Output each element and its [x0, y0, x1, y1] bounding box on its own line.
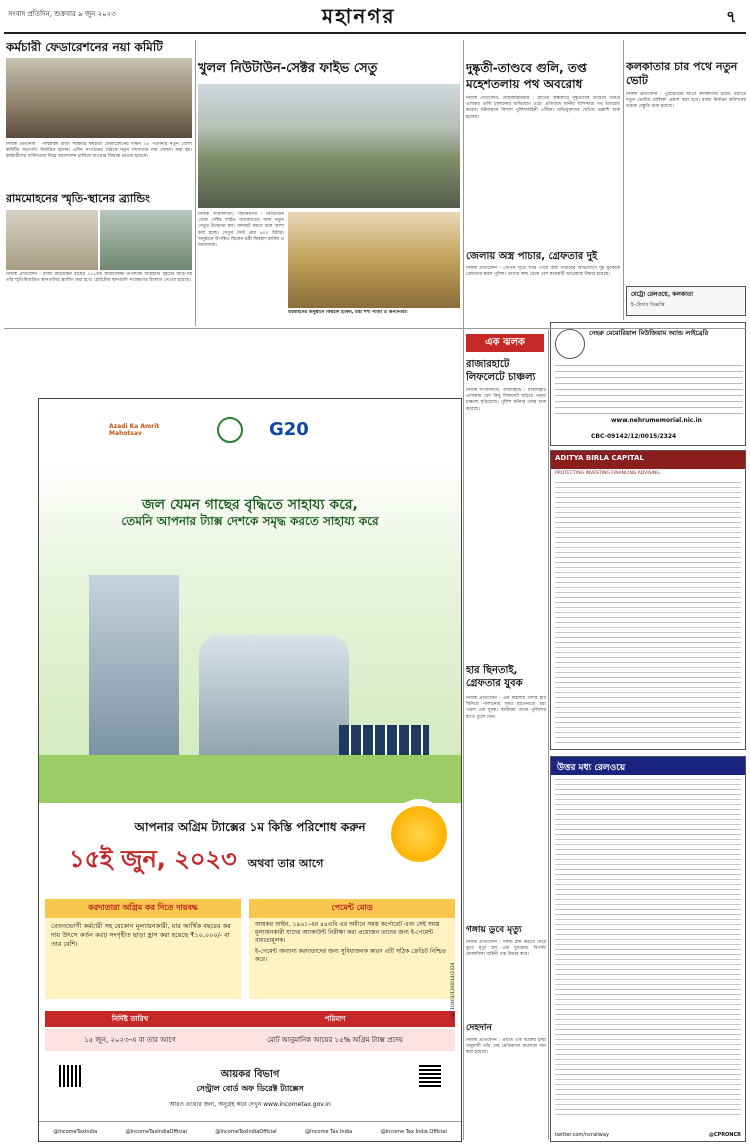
tax-web[interactable]: আরও তথ্যের জন্য, অনুগ্রহ করে দেখুন www.incometax.gov.in [169, 1101, 331, 1108]
tax-board: সেন্ট্রাল বোর্ড অফ ডিরেক্ট ট্যাক্সেস [196, 1084, 304, 1093]
railway-footer-left[interactable]: twitter.com/ncrailway [555, 1132, 609, 1138]
social-instagram[interactable]: @IncomeTaxIndiaOfficial [215, 1128, 277, 1135]
metro-ad [626, 286, 746, 316]
nehru-ad-url[interactable]: www.nehrumemorial.nic.in [611, 417, 702, 424]
azadi-logo: Azadi Ka Amrit Mahotsav [109, 423, 160, 437]
tax-code: cbc 10401/13/0014/2324 [451, 962, 456, 1019]
nehru-ad-title: নেহরু মেমোরিয়াল মিউজিয়াম অ্যান্ড লাইব্রেরি [589, 329, 709, 337]
violence-body: নিজস্ব প্রতিবেদন, ডায়মন্ডহারবার : রাতের অন্ধকারে দুষ্কৃতীদের তাণ্ডবে উত্তপ্ত এলাকা। গুলি চালানোর অভিযোগ ওঠে। প্রতিবাদে স্থানীয় বাসিন্দারা পথ অবরোধ করেন। ঘটনাস্থলে বিশাল পুলিশবাহিনী পৌঁছয়। অভিযুক্তদের খোঁজে তল্লাশি শুরু হয়েছে। [466, 96, 620, 120]
birla-tagline: PROTECTING INVESTING FINANCING ADVISING [555, 471, 660, 476]
violence-headline: দুষ্কৃতী-তাণ্ডবে গুলি, তপ্ত মহেশতলায় পথ অবরোধ [466, 61, 587, 91]
birla-ad [550, 450, 746, 750]
bridge-inauguration-photo [288, 212, 460, 308]
rammohan-headline: রামমোহনের স্মৃতি-স্থানের ব্র্যান্ডিং [6, 192, 150, 205]
tax-table-h2: পরিমাণ [215, 1011, 455, 1027]
bridge-photo [198, 84, 460, 208]
nehru-logo-icon [555, 329, 585, 359]
mode-head: পেমেন্ট মোড [249, 899, 455, 918]
metro-ad-subtitle: ই-টেন্ডার বিজ্ঞপ্তি [631, 302, 665, 308]
column-rule [623, 40, 624, 320]
dehdaan-body: নিজস্ব প্রতিবেদন : প্রয়াত এক ব্যক্তির ইচ্ছা অনুযায়ী তাঁর দেহ মেডিক্যাল কলেজে দান করা হয়েছে। [466, 1038, 546, 1056]
tax-table-c2: মোট আনুমানিক আয়ের ১৫% অগ্রিম ট্যাক্স প্রদেয় [215, 1029, 455, 1051]
arms-body: নিজস্ব প্রতিবেদন : গোপন সূত্রে খবর পেয়ে অস্ত্র পাচারের অভিযোগে দুই যুবককে গ্রেফতার করল পুলিশ। তাদের কাছ থেকে বেশ কয়েকটি আগ্নেয়াস্ত্র উদ্ধার হয়েছে। [466, 266, 620, 278]
rammohan-body: নিজস্ব প্রতিবেদন : রাজা রামমোহন রায়ের ২৫১তম জন্মবার্ষিকী উপলক্ষে আমহার্স্ট স্ট্রিটের বাড়ি-সহ তাঁর স্মৃতিবিজড়িত স্থানগুলির ব্র্যান্ডিং করা হবে। হেরিটেজ স্থানগুলি সংরক্ষণের উদ্যোগ নেওয়া হয়েছে। [6, 272, 192, 284]
building-illustration [89, 575, 179, 755]
rammohan-photo-1 [6, 210, 98, 270]
committee-headline: কর্মচারী ফেডারেশনের নয়া কমিটি [6, 40, 163, 54]
tax-ad-date-big: ১৫ই জুন, ২০২৩ [69, 845, 237, 873]
vote-headline: কলকাতার চার পথে নতুন ভোট [626, 60, 738, 87]
row-rule [4, 328, 746, 329]
qr-code-icon-2 [419, 1065, 441, 1087]
railway-notice-body [555, 779, 741, 1119]
dehdaan-headline: দেহদান [466, 1023, 492, 1033]
rajarhat-body: নিজস্ব সংবাদদাতা, রাজারহাট : রাজারহাট এলাকায় বেশ কিছু লিফলেট ছড়িয়ে পড়ায় চাঞ্চল্য ছড়িয়েছে। পুলিশ ঘটনার তদন্ত শুরু করেছে। [466, 388, 546, 412]
mode-body-1: আয়কর আইন, ১৯৬১-এর ৪৪এবি এর অধীনে সমস্ত কর্পোরেট এবং সেই সমস্ত মূল্যায়নকারী যাদের অ্যাকাউন্ট নিরীক্ষা করা প্রয়োজন তাদের জন্য ই-পেমেন্ট বাধ্যতামূলক। [255, 921, 440, 944]
who-head: করদাতারা অগ্রিম কর দিতে দায়বদ্ধ [45, 899, 241, 918]
who-box [45, 899, 241, 999]
rajarhat-headline: রাজারহাটে লিফলেটে চাঞ্চল্য [466, 359, 536, 383]
who-body: বেতনভোগী কর্মচারী সহ যেকোন মূল্যায়নকারী, যার আর্থিক বছরের কর দায় উৎসে কর্তন করা/ সংগৃহীত ছাড়া হ্রাস করা হয়েছে ₹১০,০০০/- বা তার বেশি। [51, 922, 231, 948]
bridge-caption: উদ্বোধনের অনুষ্ঠানে ফিরহাদ হাকিম, মন্ত্রী শশী পাঁজা ও অন্যান্যরা। [288, 310, 408, 315]
social-linkedin[interactable]: @Income Tax India Official [380, 1128, 447, 1135]
column-rule [195, 40, 196, 326]
railway-footer-right[interactable]: @CPRONCR [708, 1132, 741, 1138]
income-tax-ad [38, 398, 462, 1142]
masthead-rule [4, 32, 746, 34]
qr-code-icon [59, 1065, 81, 1087]
column-rule [548, 330, 549, 1140]
emblem-icon [217, 417, 243, 443]
ground-strip [39, 755, 461, 803]
drown-body: নিজস্ব প্রতিবেদন : গঙ্গায় স্নান করতে নেমে ডুবে মৃত্যু হল এক যুবকের। বিপর্যয় মোকাবিলা বাহিনী দেহ উদ্ধার করে। [466, 940, 546, 958]
tax-table-c1: ১৫ জুন, ২০২৩-এ বা তার আগে [45, 1029, 215, 1051]
masthead [0, 0, 750, 38]
tax-ad-pay-line: আপনার অগ্রিম ট্যাক্সের ১ম কিস্তি পরিশোধ করুন [134, 820, 366, 834]
vote-body: নিজস্ব প্রতিবেদন : পুরভোটের আগে কলকাতার চারটি ওয়ার্ডে নতুন ভোটার তালিকা প্রকাশ করা হবে। রাজ্য নির্বাচন কমিশনের তরফে প্রস্তুতি শুরু হয়েছে। [626, 92, 746, 110]
snatch-body: নিজস্ব প্রতিবেদন : এক মহিলার গলার হার ছিনিয়ে পালানোর সময় হাতেনাতে ধরা পড়ল এক যুবক। স্থানীয়রা তাকে পুলিশের হাতে তুলে দেন। [466, 696, 546, 720]
page-number: ৭ [726, 7, 737, 26]
birla-brand: ADITYA BIRLA CAPITAL [551, 451, 745, 469]
tax-table-h1: নির্দিষ্ট তারিখ [45, 1011, 215, 1027]
mode-body-2: ই-পেমেন্ট অন্যান্য করদাতাদের জন্য সুবিধাজনক কারণ এটি সঠিক ক্রেডিট নিশ্চিত করে। [255, 948, 447, 963]
railway-title: উত্তর মধ্য রেলওয়ে [551, 757, 745, 775]
section-title: মহানগর [322, 4, 396, 28]
tax-ad-headline-1: জল যেমন গাছের বৃদ্ধিতে সাহায্য করে, [142, 497, 358, 513]
nehru-ad-code: CBC-09142/12/0015/2324 [591, 433, 677, 440]
bridge-headline: খুলল নিউটাউন-সেক্টর ফাইভ সেতু [198, 61, 378, 76]
rammohan-photo-2 [100, 210, 192, 270]
nehru-ad [550, 322, 746, 446]
nehru-ad-body [555, 365, 743, 415]
masthead-date: সংবাদ প্রতিদিন, শুক্রবার ৯ জুন ২০২৩ [8, 10, 116, 18]
cupid-illustration [389, 799, 449, 869]
building-illustration-2 [199, 635, 349, 755]
tax-ad-date-suffix: অথবা তার আগে [247, 857, 324, 870]
arms-headline: জেলায় অস্ত্র পাচার, গ্রেফতার দুই [466, 251, 598, 262]
column-rule [463, 40, 464, 1140]
solar-panels-illustration [339, 725, 429, 755]
social-twitter[interactable]: @IncomeTaxIndia [53, 1128, 98, 1135]
drown-headline: গঙ্গায় ডুবে মৃত্যু [466, 925, 522, 935]
social-youtube[interactable]: @Income Tax India [305, 1128, 353, 1135]
tax-ad-date [69, 841, 429, 881]
tax-ad-headline-2: তেমনি আপনার ট্যাক্স দেশকে সমৃদ্ধ করতে সাহায্য করে [121, 514, 379, 528]
ek-jhalak-label: এক ঝলক [466, 334, 544, 352]
tax-table [45, 1011, 455, 1055]
committee-body: নিজস্ব প্রতিনিধি : পশ্চিমবঙ্গ রাজ্য সরকারি কর্মচারী ফেডারেশনের দক্ষিণ ২৪ পরগনার নতুন জেলা কমিটির সভাপতি নির্বাচিত হলেন। এদিন সংগঠনের বৈঠকে নতুন সদস্যদের নাম ঘোষণা করা হয়। কর্মচারীদের দাবিদাওয়া নিয়ে আন্দোলন চালিয়ে যাওয়ার সিদ্ধান্ত নেওয়া হয়েছে। [6, 142, 192, 160]
birla-notice-body [555, 482, 741, 744]
g20-logo: G20 [269, 419, 309, 440]
social-bar [39, 1121, 461, 1141]
tax-ad-green-panel [39, 465, 461, 803]
railway-ad [550, 756, 746, 1142]
snatch-headline: হার ছিনতাই, গ্রেফতার যুবক [466, 665, 523, 689]
mode-box [249, 899, 455, 999]
committee-photo [6, 58, 192, 138]
social-facebook[interactable]: @IncomeTaxIndiaOfficial [125, 1128, 187, 1135]
metro-ad-title: মেট্রো রেলওয়ে, কলকাতা [631, 291, 694, 298]
bridge-body: নিজস্ব সংবাদদাতা, বিধাননগর : নিউটাউন থেকে সেক্টর ফাইভ যাতায়াতের জন্য নতুন সেতুর উদ্বোধন হল। যানজট কমবে বলে আশা করা হচ্ছে। সেতুর দৈর্ঘ্য প্রায় ৬০০ মিটার। অনুষ্ঠানে উপস্থিত ছিলেন মন্ত্রী ফিরহাদ হাকিম ও অন্যান্যরা। [198, 212, 284, 249]
tax-dept: আয়কর বিভাগ [220, 1069, 280, 1080]
